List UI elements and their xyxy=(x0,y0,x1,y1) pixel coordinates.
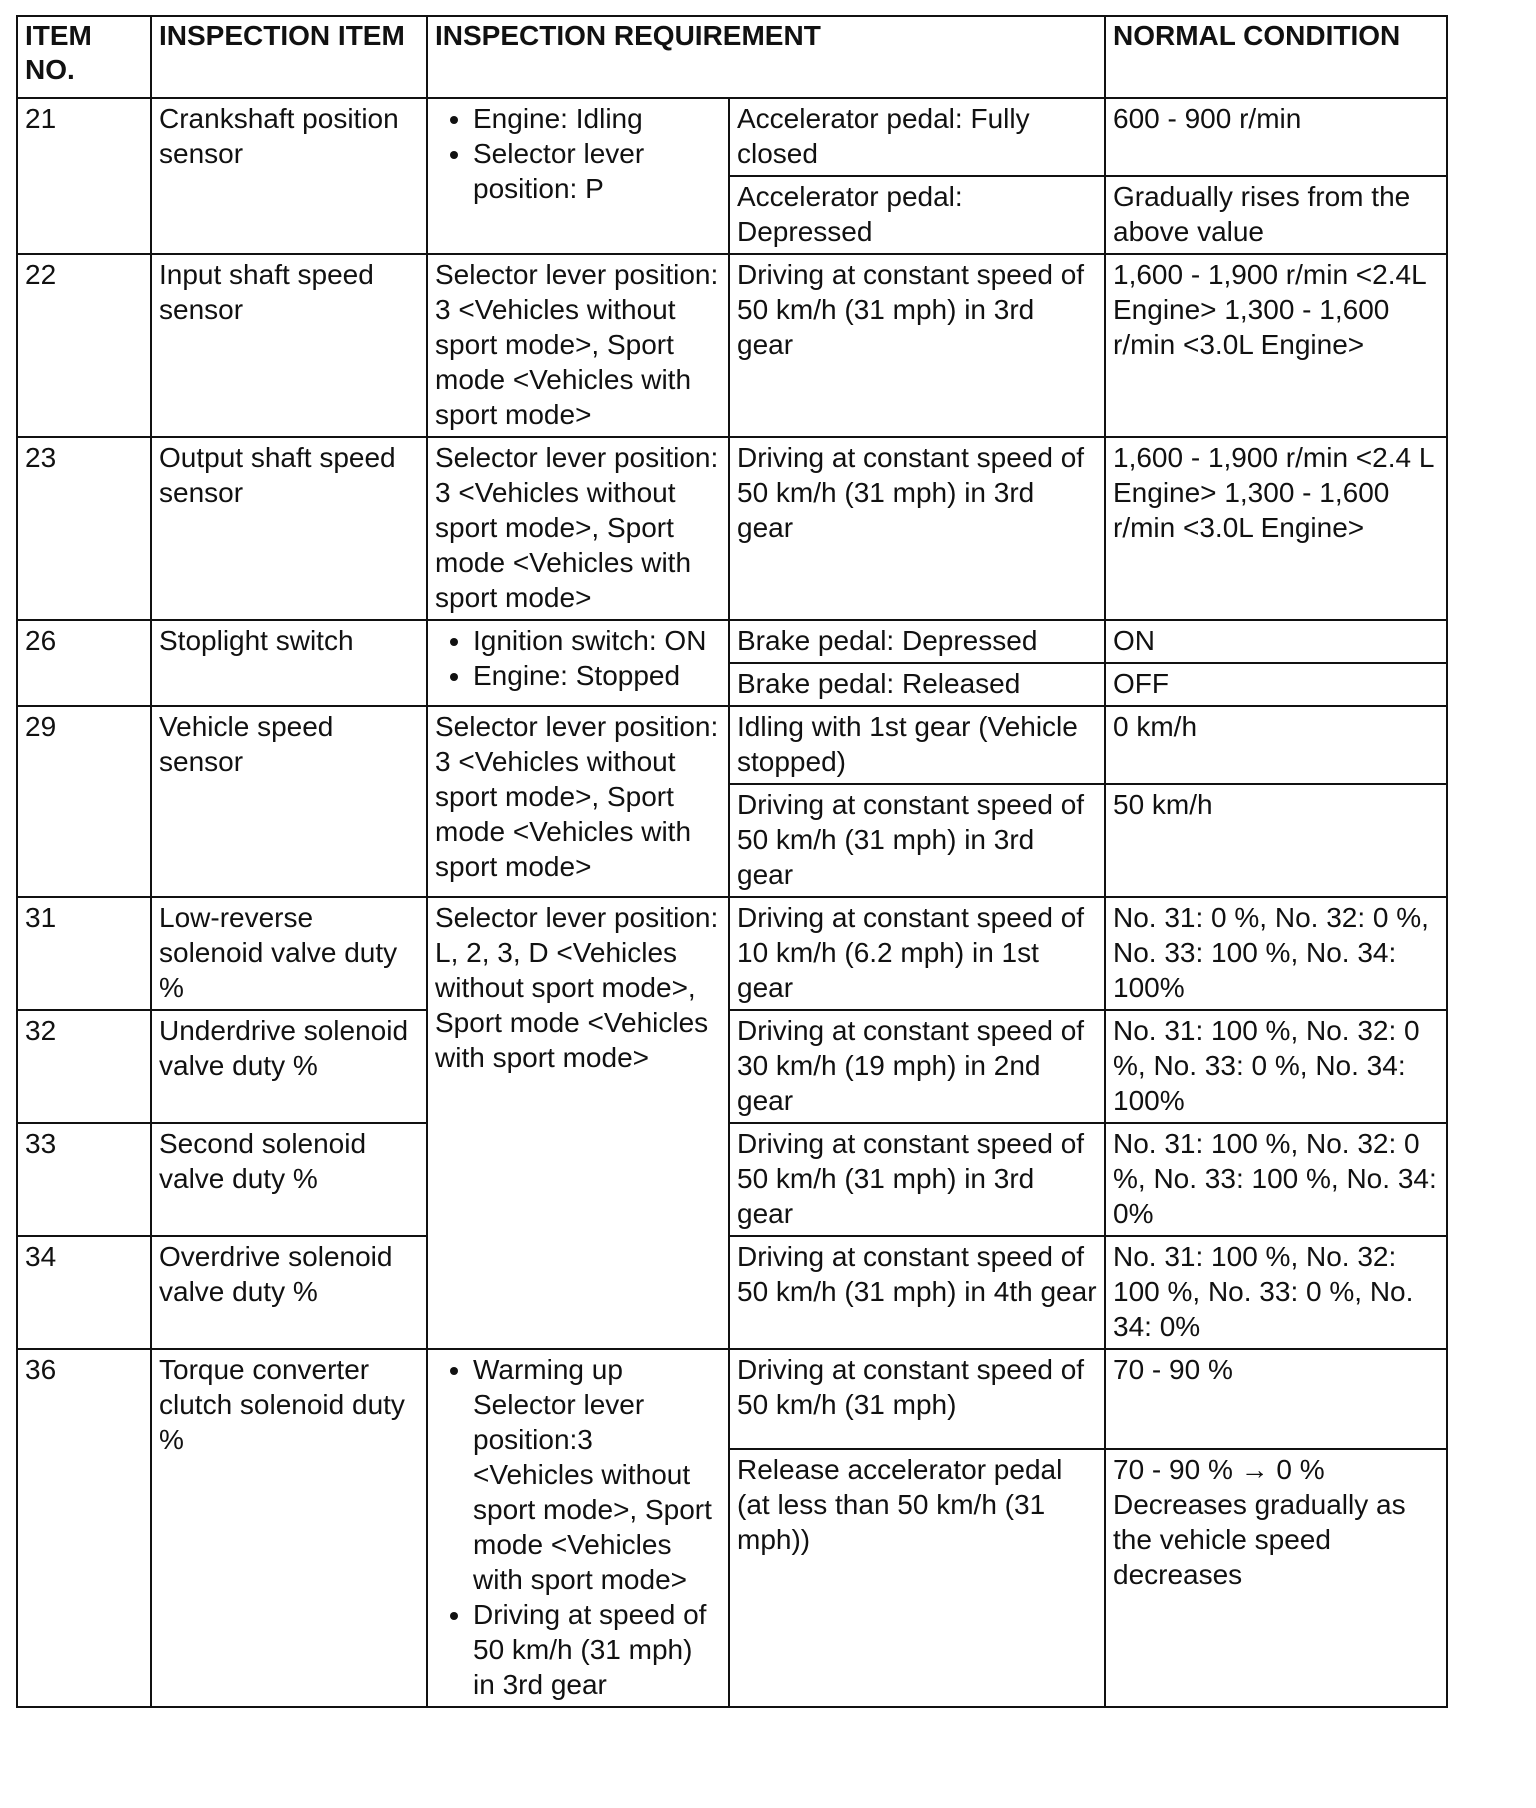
item-no: 22 xyxy=(17,254,151,437)
normal-condition: No. 31: 100 %, No. 32: 100 %, No. 33: 0 %, No. 34: 0% xyxy=(1105,1236,1447,1349)
item-no: 26 xyxy=(17,620,151,706)
condition: Driving at constant speed of 50 km/h (31 mph) in 3rd gear xyxy=(729,1123,1105,1236)
normal-condition: 70 - 90 % → 0 % Decreases gradually as the vehicle speed decreases xyxy=(1105,1449,1447,1707)
inspection-item: Overdrive solenoid valve duty % xyxy=(151,1236,427,1349)
item-no: 34 xyxy=(17,1236,151,1349)
inspection-item: Low-reverse solenoid valve duty % xyxy=(151,897,427,1010)
inspection-item: Output shaft speed sensor xyxy=(151,437,427,620)
item-no: 29 xyxy=(17,706,151,897)
inspection-table xyxy=(16,15,1448,1708)
condition: Brake pedal: Released xyxy=(729,663,1105,706)
inspection-item: Torque converter clutch solenoid duty % xyxy=(151,1349,427,1707)
table-row xyxy=(17,98,1447,176)
table-row xyxy=(17,1123,1447,1236)
inspection-requirement: Selector lever position: L, 2, 3, D <Vehicles without sport mode>, Sport mode <Vehicles with sport mode> xyxy=(427,897,729,1349)
table-row xyxy=(17,437,1447,620)
item-no: 31 xyxy=(17,897,151,1010)
condition: Driving at constant speed of 30 km/h (19 mph) in 2nd gear xyxy=(729,1010,1105,1123)
condition: Accelerator pedal: Fully closed xyxy=(729,98,1105,176)
inspection-item: Input shaft speed sensor xyxy=(151,254,427,437)
normal-condition: 1,600 - 1,900 r/min <2.4L Engine> 1,300 - 1,600 r/min <3.0L Engine> xyxy=(1105,254,1447,437)
item-no: 33 xyxy=(17,1123,151,1236)
normal-condition: 70 - 90 % xyxy=(1105,1349,1447,1449)
item-no: 36 xyxy=(17,1349,151,1707)
normal-condition: 0 km/h xyxy=(1105,706,1447,784)
inspection-item: Stoplight switch xyxy=(151,620,427,706)
inspection-requirement: Selector lever position: 3 <Vehicles without sport mode>, Sport mode <Vehicles with sport mode> xyxy=(427,254,729,437)
condition: Brake pedal: Depressed xyxy=(729,620,1105,663)
inspection-requirement xyxy=(427,620,729,706)
condition: Driving at constant speed of 50 km/h (31 mph) in 4th gear xyxy=(729,1236,1105,1349)
inspection-requirement: Selector lever position: 3 <Vehicles without sport mode>, Sport mode <Vehicles with sport mode> xyxy=(427,706,729,897)
condition: Idling with 1st gear (Vehicle stopped) xyxy=(729,706,1105,784)
condition: Driving at constant speed of 50 km/h (31 mph) in 3rd gear xyxy=(729,254,1105,437)
table-row xyxy=(17,706,1447,784)
table-row xyxy=(17,1010,1447,1123)
normal-condition: OFF xyxy=(1105,663,1447,706)
normal-condition: 1,600 - 1,900 r/min <2.4 L Engine> 1,300 - 1,600 r/min <3.0L Engine> xyxy=(1105,437,1447,620)
item-no: 32 xyxy=(17,1010,151,1123)
inspection-item: Underdrive solenoid valve duty % xyxy=(151,1010,427,1123)
header-normal-condition: NORMAL CONDITION xyxy=(1105,16,1447,98)
header-row xyxy=(17,16,1447,98)
inspection-requirement: Selector lever position: 3 <Vehicles without sport mode>, Sport mode <Vehicles with sport mode> xyxy=(427,437,729,620)
requirement-bullet: • Engine: Stopped xyxy=(473,658,721,693)
table-row xyxy=(17,1349,1447,1449)
header-item-no: ITEM NO. xyxy=(17,16,151,98)
inspection-item: Crankshaft position sensor xyxy=(151,98,427,254)
condition: Release accelerator pedal (at less than 50 km/h (31 mph)) xyxy=(729,1449,1105,1707)
normal-condition: 50 km/h xyxy=(1105,784,1447,897)
table-row xyxy=(17,620,1447,663)
normal-condition: ON xyxy=(1105,620,1447,663)
requirement-bullet: • Ignition switch: ON xyxy=(473,623,721,658)
normal-condition: No. 31: 100 %, No. 32: 0 %, No. 33: 0 %, No. 34: 100% xyxy=(1105,1010,1447,1123)
inspection-item: Vehicle speed sensor xyxy=(151,706,427,897)
requirement-bullet: • Selector lever position: P xyxy=(473,136,721,206)
table-row xyxy=(17,254,1447,437)
normal-condition: Gradually rises from the above value xyxy=(1105,176,1447,254)
header-inspection-requirement: INSPECTION REQUIREMENT xyxy=(427,16,1105,98)
table-row xyxy=(17,897,1447,1010)
condition: Driving at constant speed of 50 km/h (31 mph) in 3rd gear xyxy=(729,437,1105,620)
table-row xyxy=(17,1236,1447,1349)
item-no: 21 xyxy=(17,98,151,254)
condition: Driving at constant speed of 50 km/h (31 mph) in 3rd gear xyxy=(729,784,1105,897)
item-no: 23 xyxy=(17,437,151,620)
requirement-bullet: • Driving at speed of 50 km/h (31 mph) in 3rd gear xyxy=(473,1597,721,1702)
inspection-requirement xyxy=(427,98,729,254)
inspection-requirement xyxy=(427,1349,729,1707)
header-inspection-item: INSPECTION ITEM xyxy=(151,16,427,98)
inspection-item: Second solenoid valve duty % xyxy=(151,1123,427,1236)
condition: Accelerator pedal: Depressed xyxy=(729,176,1105,254)
condition: Driving at constant speed of 50 km/h (31 mph) xyxy=(729,1349,1105,1449)
condition: Driving at constant speed of 10 km/h (6.2 mph) in 1st gear xyxy=(729,897,1105,1010)
normal-condition: No. 31: 100 %, No. 32: 0 %, No. 33: 100 %, No. 34: 0% xyxy=(1105,1123,1447,1236)
requirement-bullet: • Warming up Selector lever position:3 <Vehicles without sport mode>, Sport mode <Vehicles with sport mode> xyxy=(473,1352,721,1597)
normal-condition: No. 31: 0 %, No. 32: 0 %, No. 33: 100 %, No. 34: 100% xyxy=(1105,897,1447,1010)
requirement-bullet: • Engine: Idling xyxy=(473,101,721,136)
normal-condition: 600 - 900 r/min xyxy=(1105,98,1447,176)
